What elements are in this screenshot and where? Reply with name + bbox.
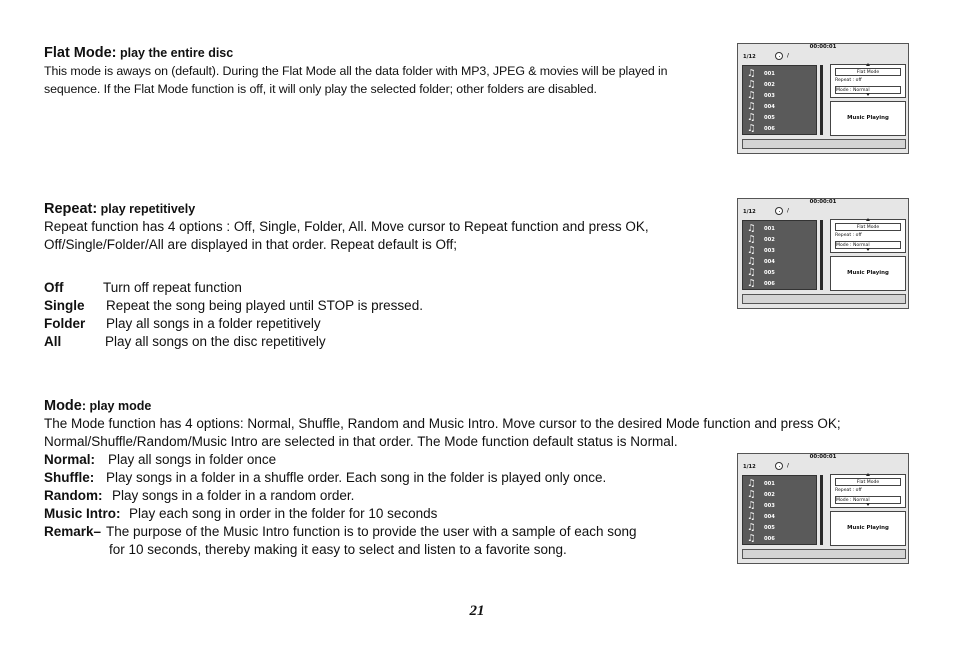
mode-remark-continued — [44, 541, 724, 559]
track-item[interactable] — [747, 223, 815, 234]
repeat-subtitle: play repetitively — [97, 202, 196, 216]
mode-subtitle: : play mode — [81, 399, 152, 413]
repeat-option-single — [44, 297, 720, 315]
mode-option-desc: Play each song in order in the folder for 10 seconds — [129, 506, 438, 521]
music-note-icon: ♫ — [747, 489, 756, 500]
repeat-screen — [737, 198, 909, 309]
mode-section — [44, 397, 910, 451]
track-list-scrollbar[interactable] — [820, 65, 823, 135]
track-number: 003 — [764, 93, 775, 99]
track-item[interactable] — [747, 112, 815, 123]
arrow-down-icon[interactable] — [866, 503, 870, 506]
flat-mode-section — [44, 44, 720, 98]
music-note-icon: ♫ — [747, 511, 756, 522]
repeat-option-off — [44, 279, 720, 297]
mode-options-list — [44, 451, 724, 559]
mode-option-desc: Play songs in a folder in a random order. — [112, 488, 355, 503]
playback-status: Music Playing — [830, 511, 906, 546]
track-counter: 1/12 — [743, 209, 756, 215]
music-note-icon: ♫ — [747, 500, 756, 511]
track-number: 006 — [764, 126, 775, 132]
playback-status: Music Playing — [830, 101, 906, 136]
elapsed-time: 00:00:01 — [809, 199, 837, 205]
track-list-scrollbar[interactable] — [820, 475, 823, 545]
mode-option-music-intro — [44, 505, 724, 523]
repeat-option-term: Folder — [44, 316, 86, 331]
mode-option-shuffle — [44, 469, 724, 487]
mode-option-term: Music Intro: — [44, 506, 121, 521]
mode-option-term: Shuffle: — [44, 470, 95, 485]
track-item[interactable] — [747, 245, 815, 256]
page-number: 21 — [469, 603, 485, 619]
music-note-icon: ♫ — [747, 234, 756, 245]
music-note-icon: ♫ — [747, 278, 756, 289]
track-number: 004 — [764, 514, 775, 520]
music-note-icon: ♫ — [747, 79, 756, 90]
music-note-icon: ♫ — [747, 68, 756, 79]
repeat-option-term: Single — [44, 298, 85, 313]
track-number: 002 — [764, 492, 775, 498]
remark-term: Remark– — [44, 524, 102, 539]
mode-option-term: Random: — [44, 488, 103, 503]
mode-option-desc: Play songs in a folder in a shuffle order. Each song in the folder is played only once. — [106, 470, 607, 485]
repeat-option-desc: Play all songs on the disc repetitively — [105, 334, 326, 349]
repeat-option[interactable]: Repeat : off — [835, 233, 862, 238]
mode-option[interactable]: Mode : Normal — [835, 241, 901, 249]
repeat-option-folder — [44, 315, 720, 333]
music-note-icon: ♫ — [747, 533, 756, 544]
music-note-icon: ♫ — [747, 223, 756, 234]
arrow-up-icon[interactable] — [866, 218, 870, 221]
track-list[interactable] — [742, 220, 817, 290]
track-number: 005 — [764, 525, 775, 531]
track-item[interactable] — [747, 234, 815, 245]
music-note-icon: ♫ — [747, 112, 756, 123]
flat-mode-option[interactable]: Flat Mode — [835, 68, 901, 76]
mode-screen — [737, 453, 909, 564]
elapsed-time: 00:00:01 — [809, 44, 837, 50]
repeat-heading — [44, 200, 720, 218]
options-panel — [830, 64, 906, 98]
music-note-icon: ♫ — [747, 256, 756, 267]
track-number: 002 — [764, 82, 775, 88]
path-separator: / — [787, 53, 789, 59]
track-item[interactable] — [747, 500, 815, 511]
flat-mode-paragraph-line-2: sequence. If the Flat Mode function is off, it will only play the selected folder; other folders are disabled. — [44, 82, 597, 96]
mode-heading — [44, 397, 910, 415]
repeat-options-list — [44, 279, 720, 351]
arrow-up-icon[interactable] — [866, 63, 870, 66]
mode-remark — [44, 523, 724, 541]
arrow-up-icon[interactable] — [866, 473, 870, 476]
track-number: 006 — [764, 536, 775, 542]
flat-mode-option[interactable]: Flat Mode — [835, 478, 901, 486]
flat-mode-screen — [737, 43, 909, 154]
track-number: 005 — [764, 115, 775, 121]
track-number: 004 — [764, 104, 775, 110]
track-list-scrollbar[interactable] — [820, 220, 823, 290]
flat-mode-title: Flat Mode: — [44, 45, 117, 61]
mode-option[interactable]: Mode : Normal — [835, 496, 901, 504]
mode-option-random — [44, 487, 724, 505]
track-item[interactable] — [747, 101, 815, 112]
options-panel — [830, 474, 906, 508]
repeat-paragraph-line-2: Off/Single/Folder/All are displayed in that order. Repeat default is Off; — [44, 237, 457, 252]
remark-line-2: for 10 seconds, thereby making it easy to select and listen to a favorite song. — [109, 542, 567, 557]
track-item[interactable] — [747, 267, 815, 278]
track-number: 001 — [764, 226, 775, 232]
track-item[interactable] — [747, 68, 815, 79]
track-item[interactable] — [747, 533, 815, 544]
track-item[interactable] — [747, 478, 815, 489]
track-list[interactable] — [742, 475, 817, 545]
flat-mode-paragraph-line-1: This mode is aways on (default). During the Flat Mode all the data folder with MP3, JPEG & movies will be played in — [44, 64, 668, 78]
disc-icon — [775, 207, 783, 215]
repeat-option-term: Off — [44, 280, 64, 295]
music-note-icon: ♫ — [747, 522, 756, 533]
repeat-option-term: All — [44, 334, 62, 349]
arrow-down-icon[interactable] — [866, 248, 870, 251]
track-number: 003 — [764, 248, 775, 254]
flat-mode-subtitle: play the entire disc — [116, 46, 234, 60]
track-number: 005 — [764, 270, 775, 276]
repeat-paragraph-line-1: Repeat function has 4 options : Off, Single, Folder, All. Move cursor to Repeat function and press OK, — [44, 219, 649, 234]
repeat-option-all — [44, 333, 720, 351]
playback-status: Music Playing — [830, 256, 906, 291]
track-number: 003 — [764, 503, 775, 509]
track-item[interactable] — [747, 123, 815, 134]
remark-line-1: The purpose of the Music Intro function is to provide the user with a sample of each song — [106, 524, 637, 539]
repeat-section — [44, 200, 720, 254]
track-item[interactable] — [747, 522, 815, 533]
track-item[interactable] — [747, 256, 815, 267]
track-item[interactable] — [747, 511, 815, 522]
repeat-title: Repeat: — [44, 201, 98, 217]
music-note-icon: ♫ — [747, 101, 756, 112]
music-note-icon: ♫ — [747, 267, 756, 278]
mode-option[interactable]: Mode : Normal — [835, 86, 901, 94]
mode-option-normal — [44, 451, 724, 469]
flat-mode-heading — [44, 44, 720, 62]
track-counter: 1/12 — [743, 54, 756, 60]
track-number: 002 — [764, 237, 775, 243]
elapsed-time: 00:00:01 — [809, 454, 837, 460]
track-number: 001 — [764, 481, 775, 487]
track-item[interactable] — [747, 489, 815, 500]
repeat-option-desc: Play all songs in a folder repetitively — [106, 316, 321, 331]
music-note-icon: ♫ — [747, 478, 756, 489]
path-separator: / — [787, 463, 789, 469]
disc-icon — [775, 52, 783, 60]
track-number: 006 — [764, 281, 775, 287]
flat-mode-option[interactable]: Flat Mode — [835, 223, 901, 231]
path-separator: / — [787, 208, 789, 214]
track-item[interactable] — [747, 90, 815, 101]
track-number: 004 — [764, 259, 775, 265]
mode-option-term: Normal: — [44, 452, 96, 467]
music-note-icon: ♫ — [747, 123, 756, 134]
track-counter: 1/12 — [743, 464, 756, 470]
mode-option-desc: Play all songs in folder once — [108, 452, 277, 467]
disc-icon — [775, 462, 783, 470]
repeat-option-desc: Repeat the song being played until STOP is pressed. — [106, 298, 423, 313]
progress-bar — [742, 139, 906, 149]
mode-title: Mode — [44, 398, 82, 414]
track-item[interactable] — [747, 278, 815, 289]
repeat-option[interactable]: Repeat : off — [835, 78, 862, 83]
track-number: 001 — [764, 71, 775, 77]
music-note-icon: ♫ — [747, 90, 756, 101]
repeat-option[interactable]: Repeat : off — [835, 488, 862, 493]
progress-bar — [742, 294, 906, 304]
progress-bar — [742, 549, 906, 559]
mode-paragraph-line-2: Normal/Shuffle/Random/Music Intro are selected in that order. The Mode function default status is Normal. — [44, 434, 678, 449]
music-note-icon: ♫ — [747, 245, 756, 256]
options-panel — [830, 219, 906, 253]
track-list[interactable] — [742, 65, 817, 135]
mode-paragraph-line-1: The Mode function has 4 options: Normal, Shuffle, Random and Music Intro. Move cursor to the desired Mode function and press OK; — [44, 416, 841, 431]
track-item[interactable] — [747, 79, 815, 90]
repeat-option-desc: Turn off repeat function — [103, 280, 242, 295]
arrow-down-icon[interactable] — [866, 93, 870, 96]
